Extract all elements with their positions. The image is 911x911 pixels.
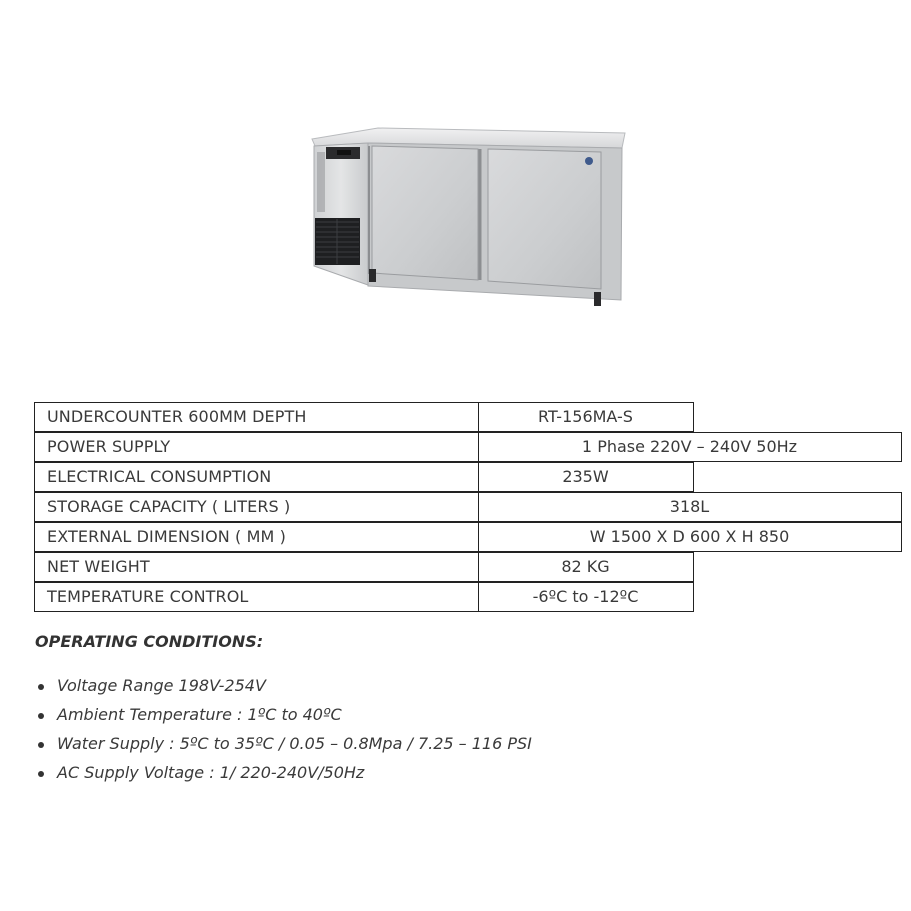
spec-value: 1 Phase 220V – 240V 50Hz: [478, 432, 902, 462]
spec-label: STORAGE CAPACITY ( LITERS ): [34, 492, 479, 522]
bullet-icon: [38, 742, 44, 748]
condition-text: Ambient Temperature : 1ºC to 40ºC: [57, 705, 342, 724]
bullet-icon: [38, 713, 44, 719]
bullet-icon: [38, 684, 44, 690]
list-item: [34, 705, 532, 734]
product-image: [0, 0, 911, 380]
spec-value: -6ºC to -12ºC: [478, 582, 694, 612]
spec-label: NET WEIGHT: [34, 552, 479, 582]
spec-label: UNDERCOUNTER 600MM DEPTH: [34, 402, 479, 432]
condition-text: Voltage Range 198V-254V: [57, 676, 266, 695]
spec-value: 318L: [478, 492, 902, 522]
bullet-icon: [38, 771, 44, 777]
spec-value: 235W: [478, 462, 694, 492]
condition-text: AC Supply Voltage : 1/ 220-240V/50Hz: [57, 763, 365, 782]
spec-value: 82 KG: [478, 552, 694, 582]
list-item: [34, 676, 532, 705]
spec-label: POWER SUPPLY: [34, 432, 479, 462]
spec-value: W 1500 X D 600 X H 850: [478, 522, 902, 552]
spec-value: RT-156MA-S: [478, 402, 694, 432]
spec-label: EXTERNAL DIMENSION ( MM ): [34, 522, 479, 552]
operating-conditions-heading: OPERATING CONDITIONS:: [35, 632, 264, 651]
list-item: [34, 763, 532, 792]
spec-label: ELECTRICAL CONSUMPTION: [34, 462, 479, 492]
list-item: [34, 734, 532, 763]
condition-text: Water Supply : 5ºC to 35ºC / 0.05 – 0.8Mpa / 7.25 – 116 PSI: [57, 734, 532, 753]
operating-conditions-list: [34, 676, 532, 792]
spec-label: TEMPERATURE CONTROL: [34, 582, 479, 612]
